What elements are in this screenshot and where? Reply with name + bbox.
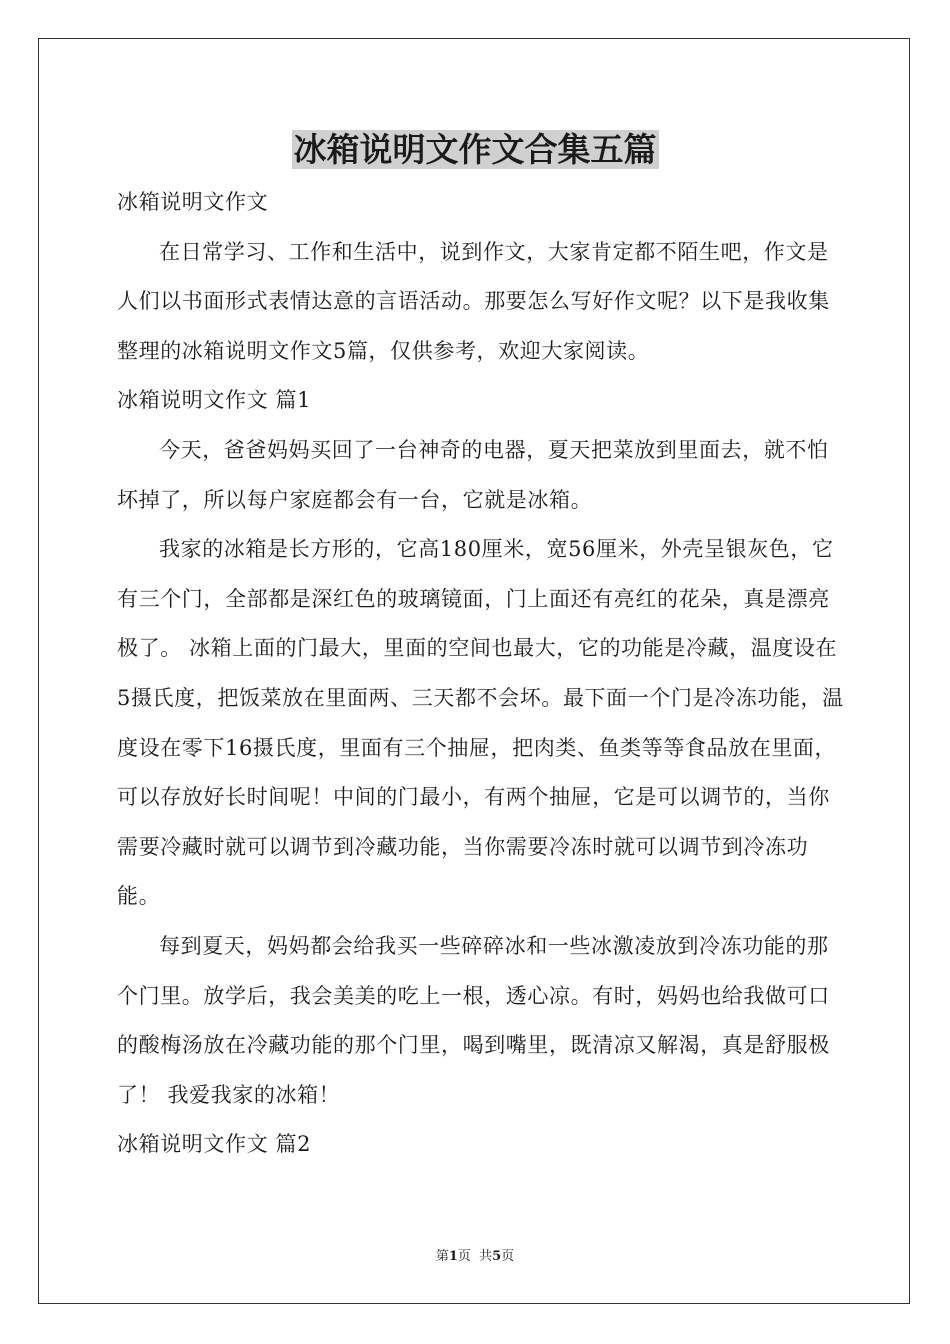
page-footer <box>0 1248 950 1266</box>
section-1-paragraph-3: 每到夏天，妈妈都会给我买一些碎碎冰和一些冰激凌放到冷冻功能的那个门里。放学后，我会美美的吃上一根，透心凉。有时，妈妈也给我做可口的酸梅汤放在冷藏功能的那个门里，喝到嘴里，既清凉又解渴，真是舒服极了！ 我爱我家的冰箱！ <box>117 933 830 1107</box>
intro-heading: 冰箱说明文作文 <box>117 190 269 214</box>
footer-page-current: 1 <box>448 1249 458 1264</box>
section-1-paragraph-2: 我家的冰箱是长方形的，它高180厘米，宽56厘米，外壳呈银灰色，它有三个门，全部都是深红色的玻璃镜面，门上面还有亮红的花朵，真是漂亮极了。 冰箱上面的门最大，里面的空间也最大，它的功能是冷藏，温度设在5摄氏度，把饭菜放在里面两、三天都不会坏。最下面一个门是冷冻功能，温度设在零下16摄氏度，里面有三个抽屉，把肉类、鱼类等等食品放在里面，可以存放好长时间呢！中间的门最小，有两个抽屉，它是可以调节的，当你需要冷藏时就可以调节到冷藏功能，当你需要冷冻时就可以调节到冷冻功能。 <box>117 537 844 909</box>
footer-page-suffix: 页 <box>457 1249 471 1264</box>
section-2-heading: 冰箱说明文作文 篇2 <box>117 1132 312 1157</box>
document-body <box>117 178 847 1170</box>
intro-paragraph: 在日常学习、工作和生活中，说到作文，大家肯定都不陌生吧，作文是人们以书面形式表情达意的言语活动。那要怎么写好作文呢？以下是我收集整理的冰箱说明文作文5篇，仅供参考，欢迎大家阅读。 <box>117 239 830 363</box>
footer-total-prefix: 共 <box>479 1249 493 1264</box>
section-1-heading: 冰箱说明文作文 篇1 <box>117 388 312 413</box>
footer-total-suffix: 页 <box>501 1249 515 1264</box>
document-title <box>0 128 950 172</box>
document-title-text: 冰箱说明文作文合集五篇 <box>293 130 657 169</box>
section-1-paragraph-1: 今天，爸爸妈妈买回了一台神奇的电器，夏天把菜放到里面去，就不怕坏掉了，所以每户家庭都会有一台，它就是冰箱。 <box>117 437 829 512</box>
footer-page-total: 5 <box>492 1249 502 1264</box>
footer-page-prefix: 第 <box>435 1249 449 1264</box>
